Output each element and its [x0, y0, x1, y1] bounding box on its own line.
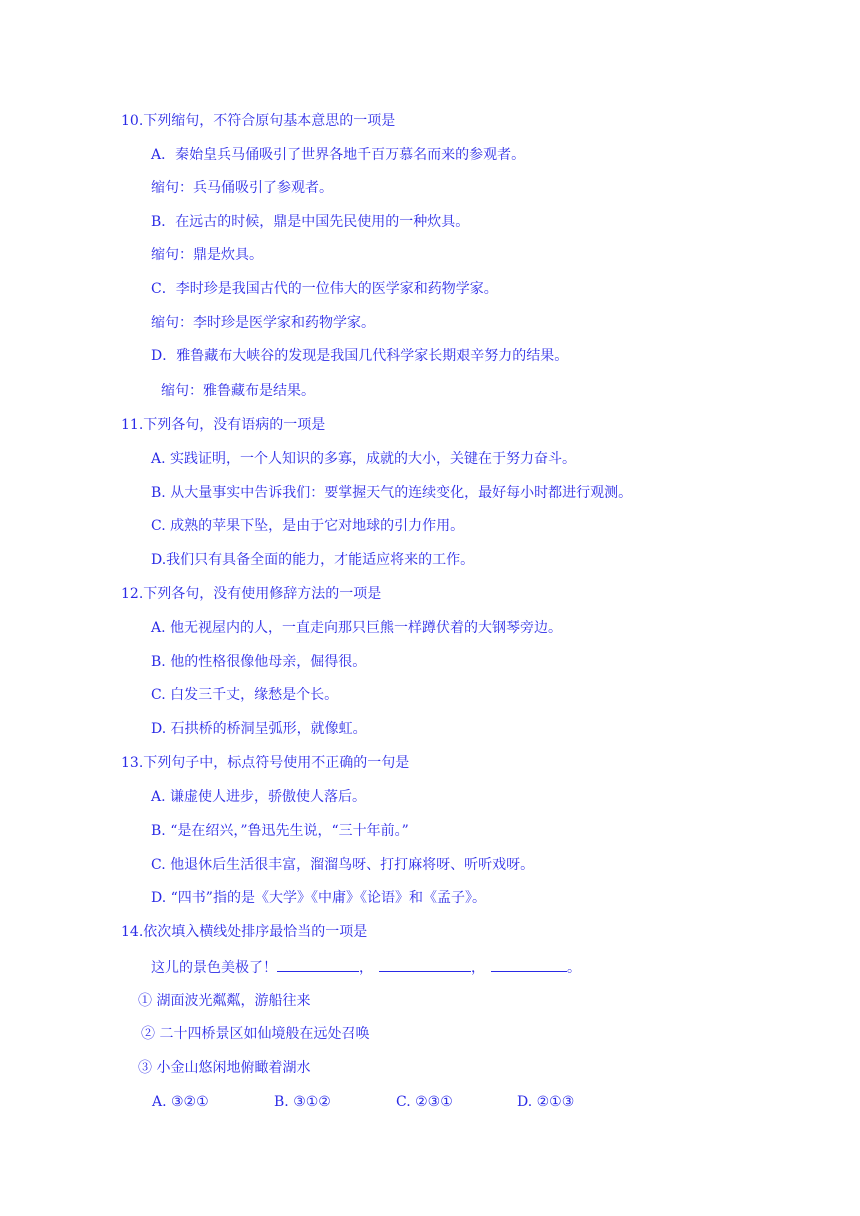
sentence-end: 。: [567, 960, 581, 976]
question-13-option-d: D. “四书”指的是《大学》《中庸》《论语》和《孟子》。: [151, 890, 486, 906]
question-13-option-c: C. 他退休后生活很丰富，溜溜鸟呀、打打麻将呀、听听戏呀。: [151, 857, 535, 873]
question-13-stem: 13.下列句子中，标点符号使用不正确的一句是: [121, 755, 410, 771]
question-10-option-a-short: 缩句：兵马俑吸引了参观者。: [151, 180, 333, 196]
question-12-option-a: A. 他无视屋内的人，一直走向那只巨熊一样蹲伏着的大钢琴旁边。: [151, 620, 563, 636]
question-14-sentence: [151, 957, 581, 978]
question-14-choice-d: D. ②①③: [517, 1094, 575, 1110]
question-10-option-d-short: 缩句：雅鲁藏布是结果。: [161, 383, 315, 399]
question-11-stem: 11.下列各句，没有语病的一项是: [121, 417, 326, 433]
question-10-stem: 10.下列缩句，不符合原句基本意思的一项是: [121, 113, 396, 129]
question-11-option-c: C. 成熟的苹果下坠，是由于它对地球的引力作用。: [151, 518, 465, 534]
question-10-option-a: A．秦始皇兵马俑吸引了世界各地千百万慕名而来的参观者。: [151, 147, 526, 163]
question-11-option-b: B. 从大量事实中告诉我们：要掌握天气的连续变化，最好每小时都进行观测。: [151, 485, 633, 501]
question-13-option-b: B. “是在绍兴，”鲁迅先生说，“三十年前。”: [151, 823, 409, 839]
separator-2: ，: [471, 960, 485, 976]
question-14-stem: 14.依次填入横线处排序最恰当的一项是: [121, 924, 368, 940]
question-12-option-c: C. 白发三千丈，缘愁是个长。: [151, 687, 339, 703]
question-10-option-c-short: 缩句：李时珍是医学家和药物学家。: [151, 315, 375, 331]
question-11-option-d: D.我们只有具备全面的能力，才能适应将来的工作。: [151, 552, 475, 568]
question-12-option-d: D. 石拱桥的桥洞呈弧形，就像虹。: [151, 721, 367, 737]
blank-2[interactable]: [379, 957, 471, 972]
blank-1[interactable]: [277, 957, 359, 972]
question-14-item-2: ② 二十四桥景区如仙境般在远处召唤: [141, 1026, 370, 1042]
blank-3[interactable]: [491, 957, 567, 972]
question-10-option-b: B．在远古的时候，鼎是中国先民使用的一种炊具。: [151, 214, 470, 230]
question-12-stem: 12.下列各句，没有使用修辞方法的一项是: [121, 586, 382, 602]
question-10-option-b-short: 缩句：鼎是炊具。: [151, 247, 263, 263]
question-10-option-d: D．雅鲁藏布大峡谷的发现是我国几代科学家长期艰辛努力的结果。: [151, 348, 569, 364]
separator-1: ，: [359, 960, 373, 976]
question-14-item-3: ③ 小金山悠闲地俯瞰着湖水: [138, 1060, 311, 1076]
question-12-option-b: B. 他的性格很像他母亲，倔得很。: [151, 654, 367, 670]
question-13-option-a: A. 谦虚使人进步，骄傲使人落后。: [151, 789, 367, 805]
question-14-choice-a: A. ③②①: [152, 1094, 209, 1110]
question-10-option-c: C．李时珍是我国古代的一位伟大的医学家和药物学家。: [151, 281, 498, 297]
question-14-item-1: ① 湖面波光粼粼，游船往来: [138, 993, 311, 1009]
sentence-start: 这儿的景色美极了！: [151, 960, 277, 976]
question-11-option-a: A. 实践证明，一个人知识的多寡，成就的大小，关键在于努力奋斗。: [151, 451, 577, 467]
question-14-choice-c: C. ②③①: [396, 1094, 453, 1110]
question-14-choice-b: B. ③①②: [274, 1094, 331, 1110]
